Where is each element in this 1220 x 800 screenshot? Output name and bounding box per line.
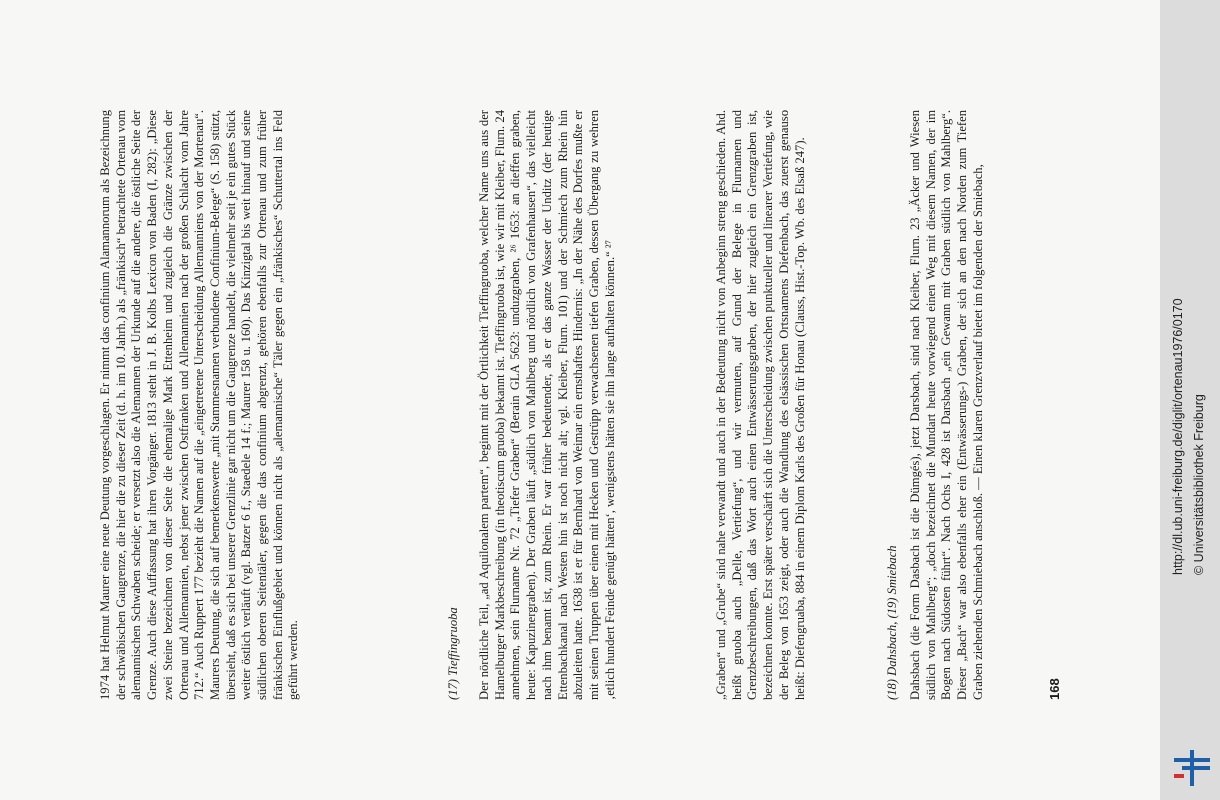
copyright-notice: © Universitätsbibliothek Freiburg bbox=[1192, 394, 1206, 575]
page-number: 168 bbox=[1047, 678, 1062, 700]
paragraph-dahsbach bbox=[908, 110, 987, 700]
library-logo-icon bbox=[1172, 748, 1212, 788]
paragraph-maurer bbox=[98, 110, 302, 700]
logo-bar-vertical bbox=[1190, 750, 1194, 786]
paragraph-dahsbach-text: Dahsbach (die Form Dasbach ist die Dümgés), jetzt Darsbach, sind nach Kleiber, Flurn. 23 „Äcker und Wiesen südlich von Mahlberg“; „doch bezeichnet die Mundart heute vorwiegend einen Weg mit diesem Namen, der im Bogen nach Südosten führt“. Nach Ochs I, 428 ist Darsbach „ein Gewann mit Graben südlich von Mahlberg“. Dieser „Bach“ war also ebenfalls eher ein (Entwässerungs-) Graben, der sich an den nach Norden zum Tiefen Graben ziehenden Schmiebach anschloß. — Einen klaren Grenzverlauf bietet im folgenden der Smiebach, bbox=[908, 110, 985, 700]
paragraph-tieffingruoba bbox=[477, 110, 618, 700]
logo-bar-middle bbox=[1182, 766, 1210, 770]
section-heading-17: (17) Tieffingruoba bbox=[446, 607, 460, 700]
library-sidebar bbox=[1160, 0, 1220, 800]
paragraph-graben-grube bbox=[714, 110, 808, 700]
source-url[interactable]: http://dl.ub.uni-freiburg.de/diglit/ortenau1976/0170 bbox=[1171, 298, 1185, 575]
logo-bar-red bbox=[1174, 774, 1184, 778]
section-heading-18-19: (18) Dahsbach, (19) Smiebach bbox=[885, 545, 899, 700]
paragraph-graben-grube-text: „Graben“ und „Grube“ sind nahe verwandt und auch in der Bedeutung nicht von Anbeginn streng geschieden. Ahd. heißt gruoba auch „Delle, Vertiefung“, und wir vermuten, auf Grund der Belege in Flurnamen und Grenzbeschreibungen, daß das Wort auch einen Entwässerungsgraben, der hier zugleich ein Grenzgraben ist, bezeichnen konnte. Erst später verschärft sich die Unterscheidung zwischen punktueller und linearer Vertiefung, wie der Beleg von 1653 zeigt, oder auch die Wandlung des elsässischen Ortsnamens Diefenbach, das zuerst genauso heißt: Diefengruaba, 884 in einem Diplom Karls des Großen für Honau (Clauss, Hist.-Top. Wb. des Elsaß 247). bbox=[714, 110, 807, 700]
paragraph-maurer-text: 1974 hat Helmut Maurer eine neue Deutung vorgeschlagen. Er nimmt das confinium Alamannorum als Bezeichnung der schwäbischen Gaugrenze, die hier die zu dieser Zeit (d. h. im 10. Jahrh.) als „fränkisch“ betrachtete Ortenau vom alemannischen Schwaben scheide; er versetzt also die Alemannen der Urkunde auf die andere, die östliche Seite der Grenze. Auch diese Auffassung hat ihren Vorgänger. 1813 steht in J. B. Kolbs Lexicon von Baden (I, 282): „Diese zwei Steine bezeichnen von dieser Seite die ehemalige Mark Ettenheim und zugleich die Gränze zwischen der Ortenau und Allemannien, nebst jener zwischen Ostfranken und Allemannien nach der großen Schlacht vom Jahre 712.“ Auch Ruppert 177 bezieht die Namen auf die „eingetretene Unterscheidung Allemanniens von der Mortenau“. Maurers Deutung, die sich auf bemerkenswerte „mit Stammesnamen verbundene Confinium-Belege“ (S. 158) stützt, übersieht, daß es sich bei unserer Grenzlinie gar nicht um die Gaugrenze handelt, die vielmehr seit je ein gutes Stück weiter östlich verläuft (vgl. Batzer 6 f., Staedele 14 f.; Maurer 158 u. 160). Das Kinzigtal bis weit hinauf und seine südlichen oberen Seitentäler, gegen die das confinium abgrenzt, gehören ebenfalls zur Ortenau und zum früher fränkischen Einflußgebiet und können nicht als „alemannische“ Täler gegen ein „fränkisches“ Schuttertal ins Feld geführt werden. bbox=[98, 110, 301, 700]
paragraph-tieffingruoba-text: Der nördliche Teil, „ad Aquilonalem partem“, beginnt mit der Örtlichkeit Tieffingruoba, welcher Name uns aus der Hamelburger Markbeschreibung (in theotiscum gruoba) bekannt ist. Tieffingruoba ist, wie wir mit Kleiber, Flurn. 24 annehmen, sein Flurname Nr. 72 „Tiefer Graben“ (Berain GLA 5623: unduzgraben, ²⁶ 1653: an dieffen graben, heute: Kapuzinergraben). Der Graben läuft „südlich von Mahlberg und nördlich von Grafenhausen“, das vielleicht nach ihm benamt ist, zum Rhein. Er war früher bedeutender, als er das ganze Wasser der Unditz (der heutige Ettenbachkanal nach Westen hin ist noch nicht alt; vgl. Kleiber, Flurn. 101) und der Schmiech zum Rhein hin abzuleiten hatte. 1638 ist er für Bernhard von Weimar ein ernsthaftes Hindernis: „In der Nähe des Dorfes mußte er mit seinen Truppen über einen mit Hecken und Gestrüpp verwachsenen tiefen Graben, dessen Übergang zu wehren ‚etlich hundert Feinde genügt hätten‘, wenigstens hätten sie ihn lange aufhalten können.“ ²⁷ bbox=[477, 110, 617, 700]
